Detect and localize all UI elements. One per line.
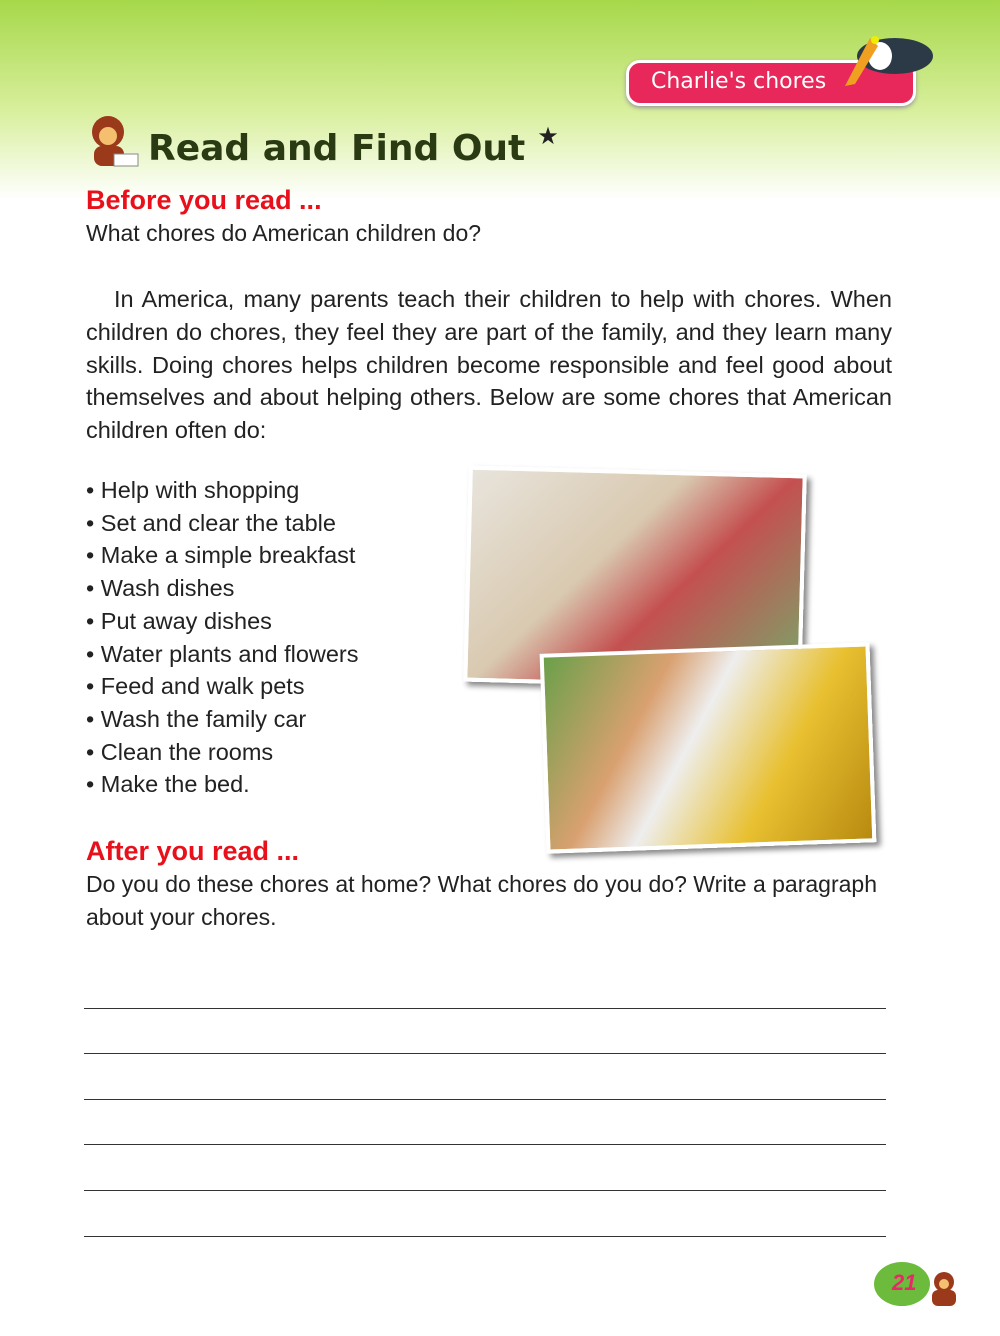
toucan-icon bbox=[840, 26, 940, 96]
before-heading: Before you read ... bbox=[86, 185, 322, 215]
writing-line[interactable] bbox=[84, 1190, 886, 1191]
list-item: • Feed and walk pets bbox=[86, 670, 456, 703]
list-item: • Water plants and flowers bbox=[86, 638, 456, 671]
list-item: • Make a simple breakfast bbox=[86, 539, 456, 572]
writing-line[interactable] bbox=[84, 1144, 886, 1145]
writing-line[interactable] bbox=[84, 1053, 886, 1054]
list-item: • Set and clear the table bbox=[86, 507, 456, 540]
reading-paragraph: In America, many parents teach their children to help with chores. When children do chores, they feel they are part of the family, and they learn many skills. Doing chores helps children become responsible and feel good about themselves and about helping others. Below are some chores that American children often do: bbox=[86, 286, 892, 444]
list-item: • Wash dishes bbox=[86, 572, 456, 605]
content-column bbox=[86, 184, 892, 934]
list-item: • Help with shopping bbox=[86, 474, 456, 507]
chores-list bbox=[86, 474, 456, 801]
page-title: Read and Find Out bbox=[148, 128, 526, 169]
after-heading: After you read ... bbox=[86, 836, 300, 867]
before-question: What chores do American children do? bbox=[86, 220, 482, 246]
list-item: • Put away dishes bbox=[86, 605, 456, 638]
page-number-badge bbox=[874, 1262, 930, 1306]
page-number: 21 bbox=[892, 1270, 917, 1295]
title-bar bbox=[148, 123, 559, 169]
monkey-icon bbox=[924, 1270, 964, 1310]
writing-line[interactable] bbox=[84, 1099, 886, 1100]
monkey-icon bbox=[84, 112, 140, 170]
after-prompt: Do you do these chores at home? What chores do you do? Write a paragraph about your chores. bbox=[86, 871, 877, 931]
list-item: • Make the bed. bbox=[86, 768, 456, 801]
writing-line[interactable] bbox=[84, 1008, 886, 1009]
writing-line[interactable] bbox=[84, 1236, 886, 1237]
chapter-tag-label: Charlie's chores bbox=[651, 69, 827, 94]
star-icon: ★ bbox=[537, 123, 559, 150]
list-item: • Clean the rooms bbox=[86, 736, 456, 769]
list-item: • Wash the family car bbox=[86, 703, 456, 736]
